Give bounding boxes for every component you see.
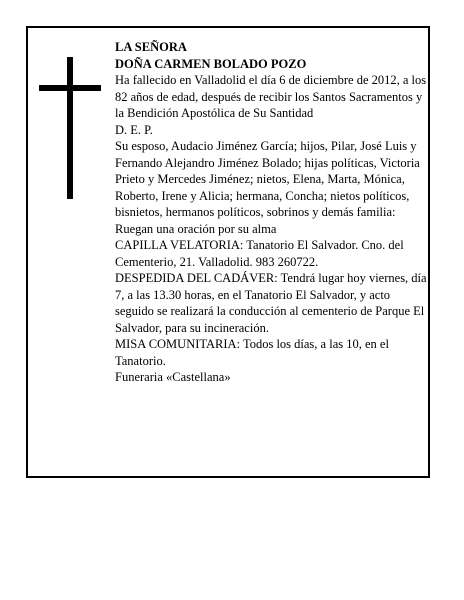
- prayer-request: Ruegan una oración por su alma: [115, 221, 277, 236]
- notice-text: [115, 39, 429, 386]
- deceased-name: DOÑA CARMEN BOLADO POZO: [115, 56, 307, 71]
- cross-vertical-bar: [67, 57, 73, 199]
- community-mass-info: MISA COMUNITARIA: Todos los días, a las 10, en el Tanatorio.: [115, 337, 389, 368]
- cross-horizontal-bar: [39, 85, 101, 91]
- obituary-notice: [26, 26, 430, 478]
- rest-in-peace: D. E. P.: [115, 122, 153, 137]
- notice-heading: LA SEÑORA: [115, 40, 187, 54]
- family-list: Su esposo, Audacio Jiménez García; hijos, Pilar, José Luis y Fernando Alejandro Jiménez Bolado; hijas políticas, Victoria Prieto y Mercedes Jiménez; nietos, Elena, Marta, Mónica, Roberto, Irene y Alicia; hermana, Concha; nietos políticos, bisnietos, hermanos políticos, sobrinos y demás familia:: [115, 139, 420, 219]
- wake-chapel-info: CAPILLA VELATORIA: Tanatorio El Salvador. Cno. del Cementerio, 21. Valladolid. 983 260722.: [115, 238, 404, 269]
- funeral-home: Funeraria «Castellana»: [115, 370, 231, 384]
- funeral-farewell-info: DESPEDIDA DEL CADÁVER: Tendrá lugar hoy viernes, día 7, a las 13.30 horas, en el Tanatorio El Salvador, y acto seguido se realizará la conducción al cementerio de Parque El Salvador, para su incineración.: [115, 271, 427, 335]
- death-announcement: Ha fallecido en Valladolid el día 6 de diciembre de 2012, a los 82 años de edad, después de recibir los Santos Sacramentos y la Bendición Apostólica de Su Santidad: [115, 73, 427, 120]
